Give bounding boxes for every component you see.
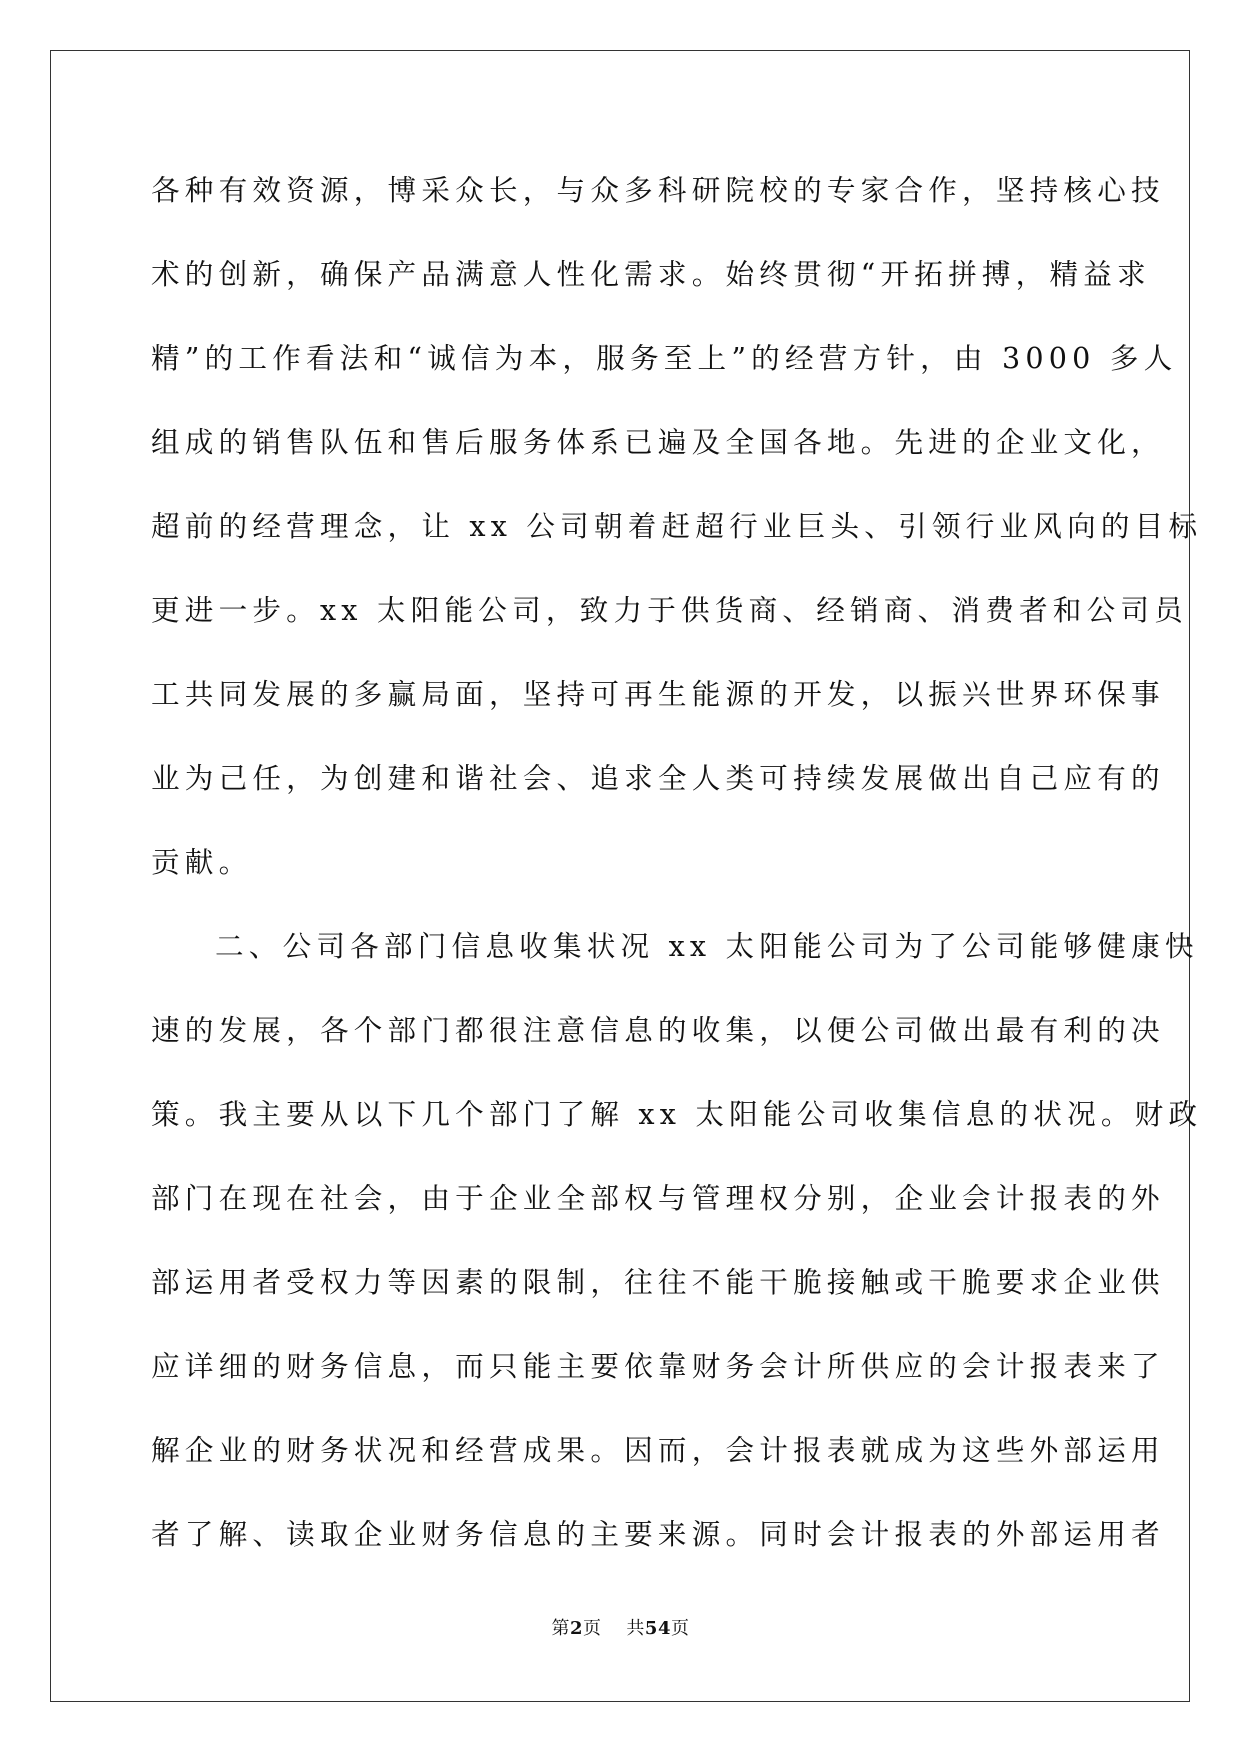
text-line: 更进一步。xx 太阳能公司，致力于供货商、经销商、消费者和公司员 (151, 593, 1188, 627)
text-line: 策。我主要从以下几个部门了解 xx 太阳能公司收集信息的状况。财政 (151, 1097, 1203, 1131)
page-number: 2 (570, 1618, 584, 1639)
text-line: 部运用者受权力等因素的限制，往往不能干脆接触或干脆要求企业供 (151, 1265, 1165, 1299)
text-line: 工共同发展的多赢局面，坚持可再生能源的开发，以振兴世界环保事 (151, 677, 1165, 711)
text-line: 解企业的财务状况和经营成果。因而，会计报表就成为这些外部运用 (151, 1433, 1165, 1467)
body-text (151, 162, 1203, 1590)
paragraph-heading-line: 二、公司各部门信息收集状况 xx 太阳能公司为了公司能够健康快 (215, 929, 1199, 963)
text-line: 应详细的财务信息，而只能主要依靠财务会计所供应的会计报表来了 (151, 1349, 1165, 1383)
text-line: 术的创新，确保产品满意人性化需求。始终贯彻“开拓拼搏，精益求 (151, 257, 1151, 291)
page-suffix: 页 (583, 1618, 602, 1639)
text-line: 组成的销售队伍和售后服务体系已遍及全国各地。先进的企业文化， (151, 425, 1165, 459)
text-line: 业为己任，为创建和谐社会、追求全人类可持续发展做出自己应有的 (151, 761, 1165, 795)
total-prefix: 共 (626, 1618, 645, 1639)
page-footer (0, 1614, 1241, 1640)
total-suffix: 页 (670, 1618, 690, 1639)
text-line: 速的发展，各个部门都很注意信息的收集，以便公司做出最有利的决 (151, 1013, 1165, 1047)
text-line: 超前的经营理念，让 xx 公司朝着赶超行业巨头、引领行业风向的目标 (151, 509, 1203, 543)
text-line: 部门在现在社会，由于企业全部权与管理权分别，企业会计报表的外 (151, 1181, 1165, 1215)
page-prefix: 第 (551, 1618, 570, 1639)
text-line: 各种有效资源，博采众长，与众多科研院校的专家合作，坚持核心技 (151, 173, 1165, 207)
text-line: 精”的工作看法和“诚信为本，服务至上”的经营方针，由 3000 多人 (151, 341, 1178, 375)
total-pages: 54 (644, 1618, 671, 1639)
text-line: 贡献。 (151, 845, 253, 879)
text-line: 者了解、读取企业财务信息的主要来源。同时会计报表的外部运用者 (151, 1517, 1165, 1551)
